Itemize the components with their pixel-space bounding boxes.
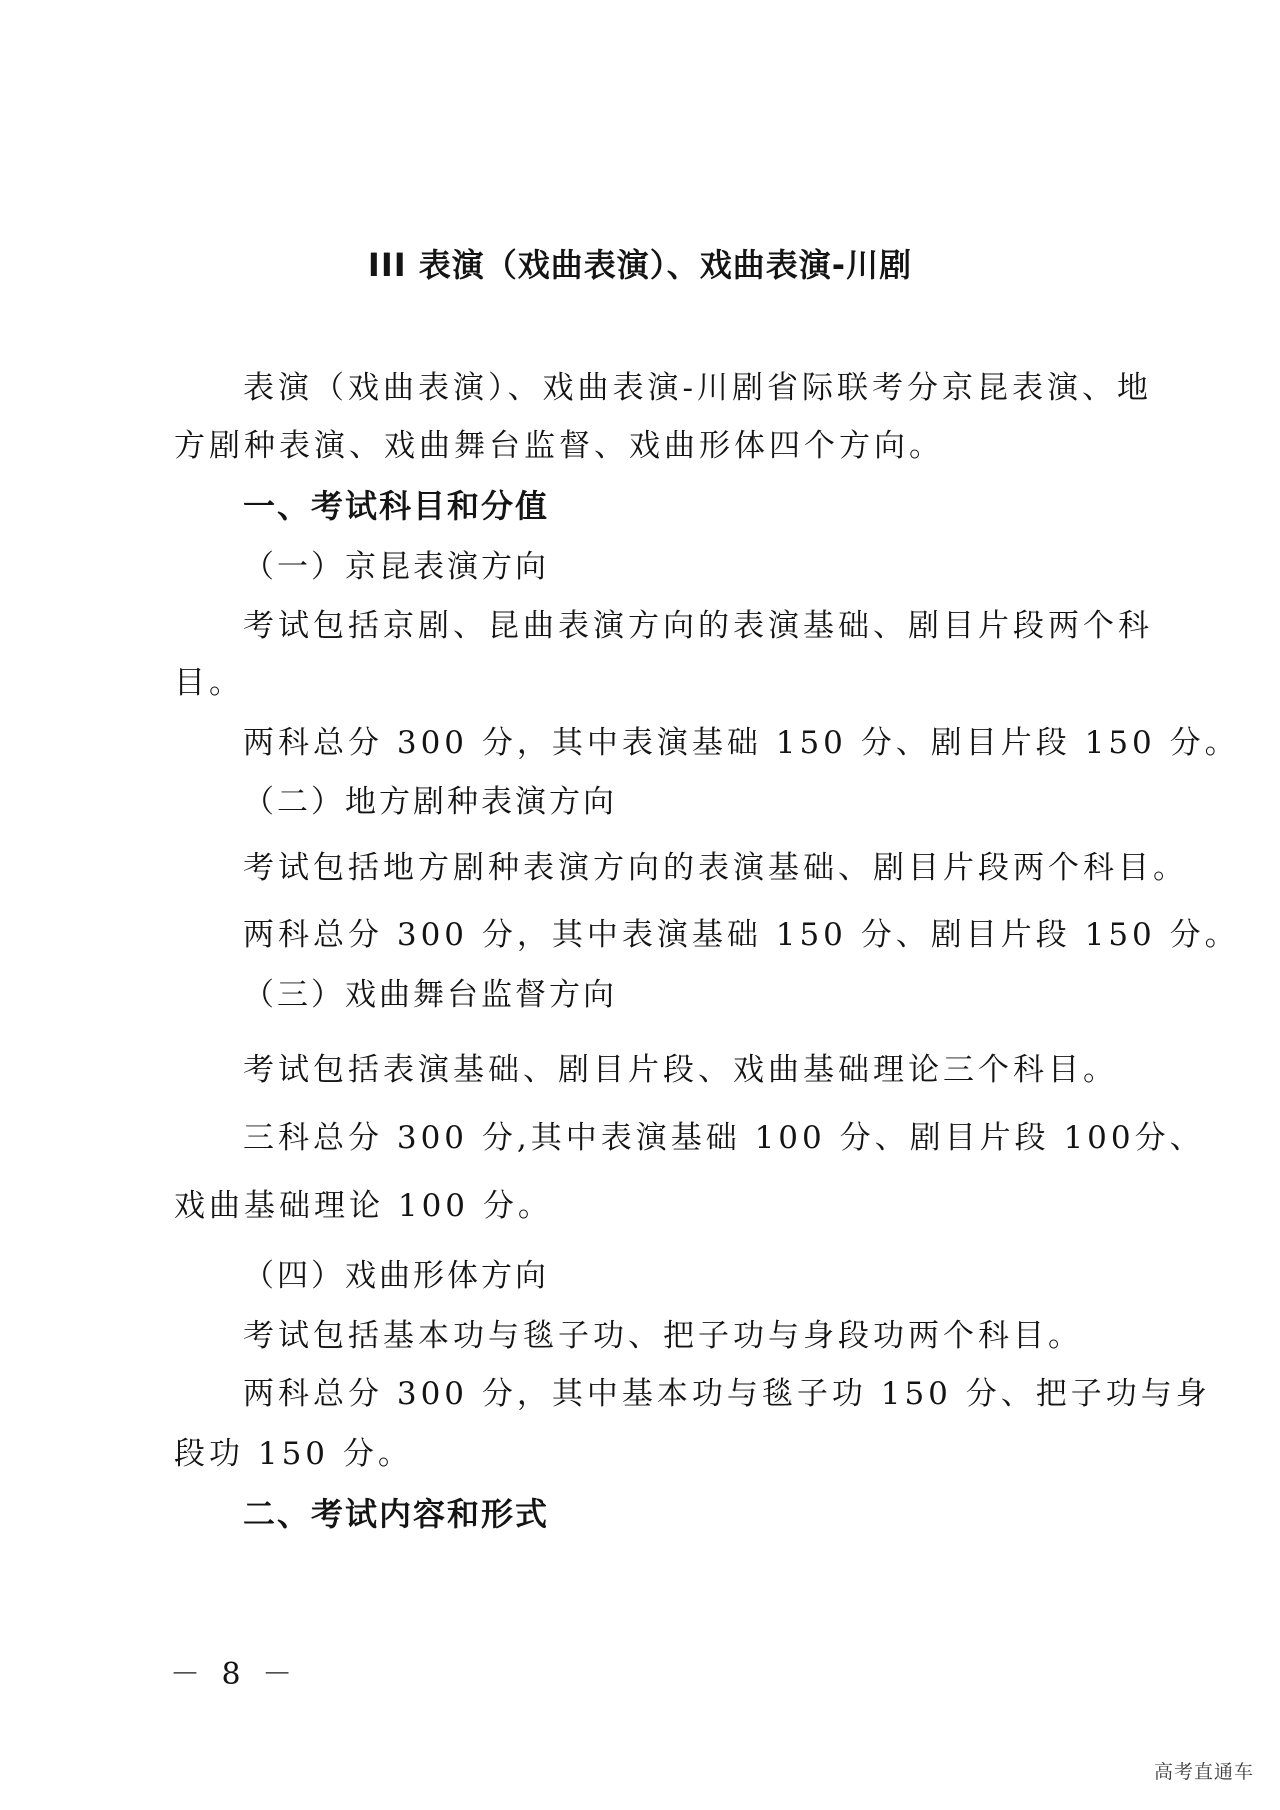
- watermark-text: 高考直通车: [1153, 1761, 1254, 1783]
- page-title: III 表演（戏曲表演）、戏曲表演-川剧: [367, 246, 913, 284]
- page-number: － 8 －: [170, 1657, 299, 1692]
- paragraph-line: 目。: [174, 665, 244, 701]
- direction-heading-stage-management: （三）戏曲舞台监督方向: [243, 977, 617, 1013]
- intro-line-2: 方剧种表演、戏曲舞台监督、戏曲形体四个方向。: [174, 428, 944, 464]
- paragraph-line: 三科总分 300 分,其中表演基础 100 分、剧目片段 100分、: [243, 1120, 1205, 1156]
- section-heading-subjects: 一、考试科目和分值: [243, 487, 550, 525]
- paragraph-line: 两科总分 300 分，其中表演基础 150 分、剧目片段 150 分。: [243, 725, 1240, 761]
- section-heading-content-format: 二、考试内容和形式: [243, 1495, 550, 1533]
- paragraph-line: 考试包括地方剧种表演方向的表演基础、剧目片段两个科目。: [243, 850, 1188, 886]
- paragraph-line: 戏曲基础理论 100 分。: [174, 1188, 553, 1224]
- paragraph-line: 两科总分 300 分，其中表演基础 150 分、剧目片段 150 分。: [243, 917, 1240, 953]
- paragraph-line: 考试包括表演基础、剧目片段、戏曲基础理论三个科目。: [243, 1052, 1118, 1088]
- direction-heading-physique: （四）戏曲形体方向: [243, 1258, 549, 1294]
- paragraph-line: 考试包括基本功与毯子功、把子功与身段功两个科目。: [243, 1318, 1083, 1354]
- paragraph-line: 两科总分 300 分，其中基本功与毯子功 150 分、把子功与身: [243, 1376, 1211, 1412]
- direction-heading-local-opera: （二）地方剧种表演方向: [243, 784, 617, 820]
- intro-line-1: 表演（戏曲表演）、戏曲表演-川剧省际联考分京昆表演、地: [243, 370, 1152, 406]
- paragraph-line: 段功 150 分。: [174, 1436, 413, 1472]
- paragraph-line: 考试包括京剧、昆曲表演方向的表演基础、剧目片段两个科: [243, 608, 1153, 644]
- direction-heading-jingkun: （一）京昆表演方向: [243, 549, 549, 585]
